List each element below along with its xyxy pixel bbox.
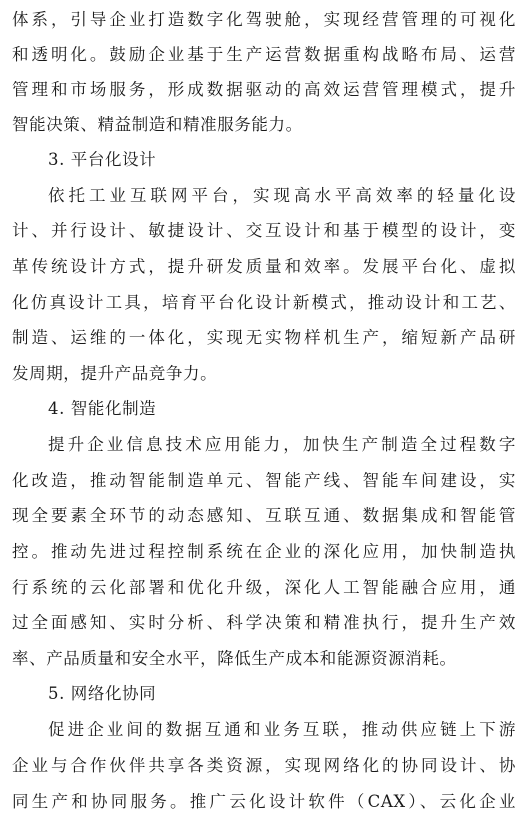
section-heading-intelligent-manufacturing: 4. 智能化制造 xyxy=(48,399,157,418)
paragraph-line: 智能决策、精益制造和精准服务能力。 xyxy=(12,115,303,134)
paragraph-line: 管理和市场服务，形成数据驱动的高效运营管理模式，提升 xyxy=(12,80,516,99)
paragraph-line: 体系，引导企业打造数字化驾驶舱，实现经营管理的可视化 xyxy=(12,10,516,29)
paragraph-line: 率、产品质量和安全水平，降低生产成本和能源资源消耗。 xyxy=(12,649,457,668)
paragraph-line: 化仿真设计工具，培育平台化设计新模式，推动设计和工艺、 xyxy=(12,293,516,312)
paragraph-line: 和透明化。鼓励企业基于生产运营数据重构战略布局、运营 xyxy=(12,45,516,64)
paragraph-line: 提升企业信息技术应用能力，加快生产制造全过程数字 xyxy=(48,435,516,454)
paragraph-line: 制造、运维的一体化，实现无实物样机生产，缩短新产品研 xyxy=(12,328,516,347)
paragraph-line: 依托工业互联网平台，实现高水平高效率的轻量化设 xyxy=(48,186,516,205)
paragraph-line: 控。推动先进过程控制系统在企业的深化应用，加快制造执 xyxy=(12,542,516,561)
section-heading-network-collaboration: 5. 网络化协同 xyxy=(48,684,157,703)
paragraph-line: 化改造，推动智能制造单元、智能产线、智能车间建设，实 xyxy=(12,471,516,490)
paragraph-line: 现全要素全环节的动态感知、互联互通、数据集成和智能管 xyxy=(12,506,516,525)
paragraph-line: 同生产和协同服务。推广云化设计软件（CAX）、云化企业 xyxy=(12,792,516,811)
paragraph-line: 过全面感知、实时分析、科学决策和精准执行，提升生产效 xyxy=(12,613,516,632)
paragraph-line: 发周期，提升产品竞争力。 xyxy=(12,364,218,383)
section-heading-platform-design: 3. 平台化设计 xyxy=(48,150,157,169)
paragraph-line: 促进企业间的数据互通和业务互联，推动供应链上下游 xyxy=(48,720,516,739)
paragraph-line: 计、并行设计、敏捷设计、交互设计和基于模型的设计，变 xyxy=(12,221,516,240)
paragraph-line: 行系统的云化部署和优化升级，深化人工智能融合应用，通 xyxy=(12,578,516,597)
paragraph-line: 企业与合作伙伴共享各类资源，实现网络化的协同设计、协 xyxy=(12,756,516,775)
paragraph-line: 革传统设计方式，提升研发质量和效率。发展平台化、虚拟 xyxy=(12,257,516,276)
